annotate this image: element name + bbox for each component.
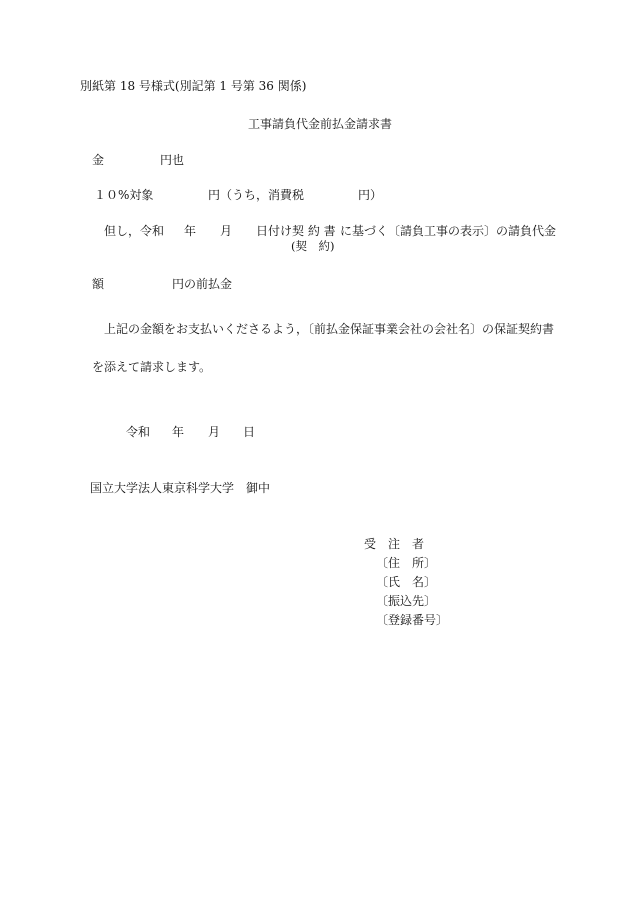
date-era: 令和 (126, 425, 151, 439)
gaku-label: 額 (92, 277, 105, 291)
tax-yen-open: 円（うち，消費税 (208, 188, 305, 202)
tax-yen-close: 円） (358, 188, 383, 202)
date-day: 日 (243, 425, 256, 439)
body-line-2: を添えて請求します。 (92, 360, 212, 374)
clause-month: 月 (220, 224, 233, 238)
contractor-address: 〔住 所〕 (376, 556, 437, 570)
gaku-suffix: 円の前払金 (172, 277, 233, 291)
contractor-registration: 〔登録番号〕 (376, 613, 449, 627)
clause-rest: に基づく〔請負工事の表示〕の請負代金 (340, 224, 557, 238)
clause-contract: 契 約 書 (292, 224, 336, 238)
form-reference: 別紙第 18 号様式(別記第 1 号第 36 関係) (80, 79, 307, 93)
date-month: 月 (208, 425, 221, 439)
date-year: 年 (172, 425, 185, 439)
tax-rate-label: １０%対象 (94, 188, 154, 202)
contractor-bank: 〔振込先〕 (376, 594, 437, 608)
clause-year: 年 (184, 224, 197, 238)
addressee: 国立大学法人東京科学大学 御中 (90, 481, 271, 495)
clause-prefix: 但し，令和 (104, 224, 165, 238)
clause-day: 日付け (256, 224, 293, 238)
clause-contract-alt: (契 約) (291, 239, 335, 253)
contractor-heading: 受 注 者 (364, 537, 425, 551)
document-title: 工事請負代金前払金請求書 (248, 117, 393, 131)
amount-suffix: 円也 (160, 153, 185, 167)
body-line-1: 上記の金額をお支払いくださるよう，〔前払金保証事業会社の会社名〕の保証契約書 (104, 322, 555, 336)
amount-label: 金 (92, 153, 105, 167)
contractor-name: 〔氏 名〕 (376, 575, 437, 589)
